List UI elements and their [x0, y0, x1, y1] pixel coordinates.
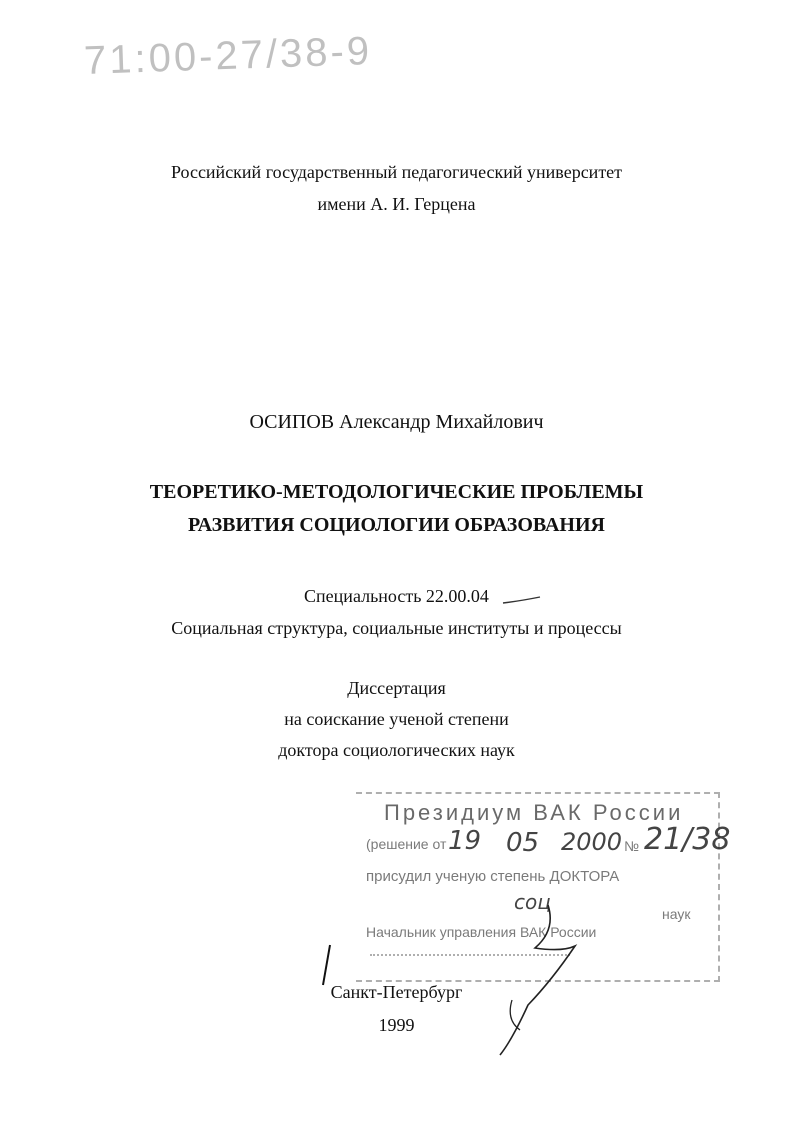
thesis-purpose: на соискание ученой степени: [284, 709, 509, 729]
title-line-1: ТЕОРЕТИКО-МЕТОДОЛОГИЧЕСКИЕ ПРОБЛЕМЫ: [149, 481, 644, 503]
institution-line-1: Российский государственный педагогический университет: [170, 162, 623, 182]
year: 1999: [378, 1015, 415, 1035]
stamp-number: 21/38: [644, 822, 731, 857]
stamp-decision-label: (решение от: [366, 836, 447, 852]
archive-number: 71:00-27/38-9: [83, 28, 373, 84]
institution-line-2: имени А. И. Герцена: [317, 194, 476, 214]
stamp-signature-line: [370, 954, 570, 956]
stamp-chief-line: Начальник управления ВАК России: [366, 924, 597, 940]
author-name: ОСИПОВ Александр Михайлович: [249, 411, 544, 433]
title-line-2: РАЗВИТИЯ СОЦИОЛОГИИ ОБРАЗОВАНИЯ: [188, 514, 605, 536]
city: Санкт-Петербург: [330, 982, 463, 1002]
thesis-degree: доктора социологических наук: [278, 740, 515, 760]
stamp-title: Президиум ВАК России: [384, 800, 684, 825]
stamp-date-month: 05: [506, 828, 540, 858]
stamp-number-label: №: [624, 838, 640, 854]
margin-pen-stroke: [323, 945, 330, 985]
specialty-name: Социальная структура, социальные институты и процессы: [171, 618, 622, 638]
specialty-code: Специальность 22.00.04: [304, 586, 489, 606]
thesis-type: Диссертация: [347, 678, 446, 698]
stamp-field-handwritten: соц: [514, 890, 551, 914]
stamp-date-day: 19: [448, 826, 482, 856]
vak-stamp: [356, 792, 731, 982]
stamp-date-year: 2000: [561, 828, 623, 856]
stamp-science-suffix: наук: [662, 906, 691, 922]
stamp-degree-line: присудил ученую степень ДОКТОРА: [366, 868, 620, 885]
